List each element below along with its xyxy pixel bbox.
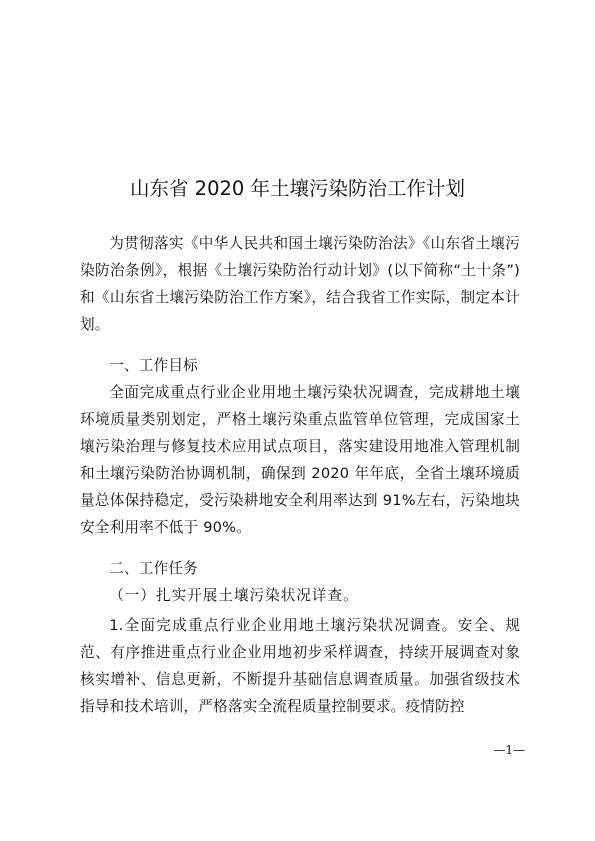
section-heading-tasks: 二、工作任务 (109, 560, 198, 577)
section-heading-goals: 一、工作目标 (109, 357, 198, 374)
goals-paragraph: 全面完成重点行业企业用地土壤污染状况调查，完成耕地土壤环境质量类别划定，严格土壤污染重点监管单位管理，完成国家土壤污染治理与修复技术应用试点项目，落实建设用地准入管理机制和土壤污染防治协调机制，确保到 2020 年年底，全省土壤环境质量总体保持稳定，受污染耕地安全利用率达到 91%左右，污染地块安全利用率不低于 90%。 (80, 384, 520, 536)
page-number: —1— (493, 743, 525, 757)
document-title: 山东省 2020 年土壤污染防治工作计划 (129, 177, 466, 200)
task-item-1-paragraph: 1.全面完成重点行业企业用地土壤污染状况调查。安全、规范、有序推进重点行业企业用地初步采样调查，持续开展调查对象核实增补、信息更新，不断提升基础信息调查质量。加强省级技术指导和技术培训，严格落实全流程质量控制要求。疫情防控 (80, 617, 520, 715)
intro-paragraph: 为贯彻落实《中华人民共和国土壤污染防治法》《山东省土壤污染防治条例》，根据《土壤污染防治行动计划》(以下简称“土十条”) 和《山东省土壤污染防治工作方案》，结合我省工作实际，制定本计划。 (80, 235, 520, 333)
subsection-heading-survey: （一）扎实开展土壤污染状况详查。 (109, 587, 359, 604)
